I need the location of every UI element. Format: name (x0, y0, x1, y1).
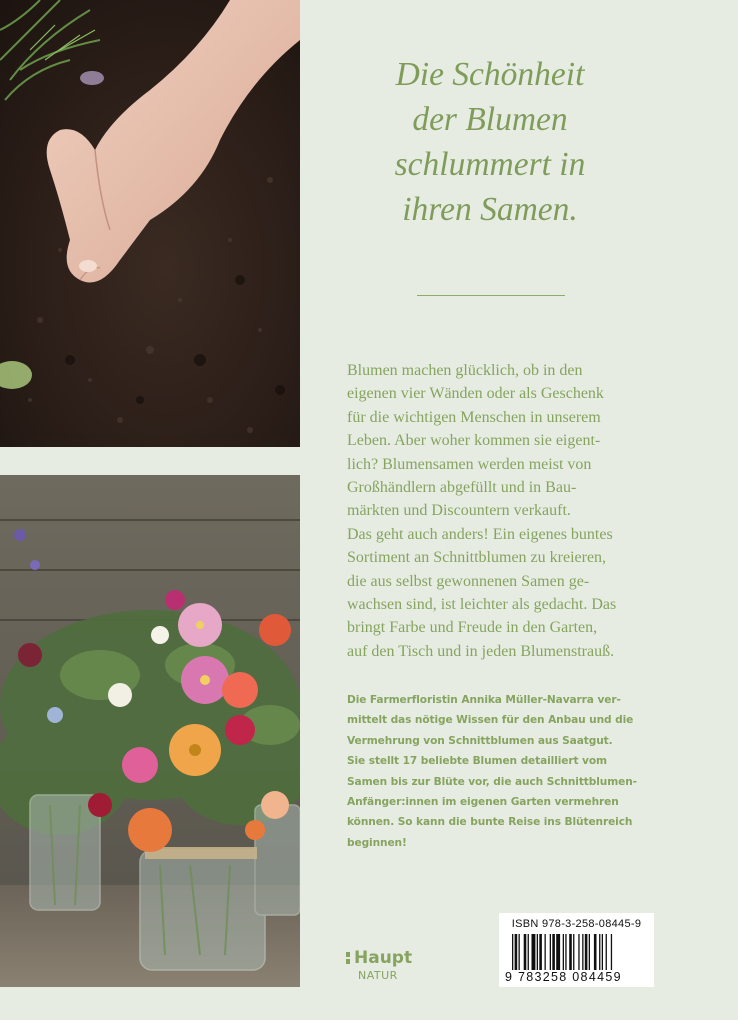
body-line: märkten und Discountern verkauft. (347, 502, 571, 520)
body-line: Sortiment an Schnittblumen zu kreieren, (347, 549, 607, 567)
author-blurb (347, 690, 637, 853)
seeding-hand-photo (0, 0, 300, 447)
publisher-name: Haupt (354, 948, 413, 968)
isbn-label: ISBN 978-3-258-08445-9 (511, 918, 642, 930)
body-line: Das geht auch anders! Ein eigenes buntes (347, 525, 613, 543)
blurb-line: beginnen! (347, 836, 407, 849)
publisher-logo (346, 948, 412, 982)
blurb-line: mittelt das nötige Wissen für den Anbau und die (347, 714, 634, 727)
body-line: Blumen machen glücklich, ob in den (347, 362, 583, 379)
body-line: Großhändlern abgefüllt und in Bau- (347, 479, 577, 497)
barcode-digits: 9 783258 084459 (505, 970, 622, 984)
divider-line (417, 295, 565, 296)
blurb-line: Vermehrung von Schnittblumen aus Saatgut. (347, 734, 613, 747)
body-line: Leben. Aber woher kommen sie eigent- (347, 432, 601, 450)
headline-line: schlummert in (394, 146, 586, 183)
flower-jars-photo (0, 475, 300, 987)
body-line: die aus selbst gewonnenen Samen ge- (347, 572, 590, 590)
blurb-line: Sie stellt 17 beliebte Blumen detailliert vom (347, 755, 607, 768)
blurb-line: Samen bis zur Blüte vor, die auch Schnittblumen- (347, 775, 637, 788)
headline-line: Die Schönheit (395, 56, 585, 93)
blurb-line: Anfänger:innen im eigenen Garten vermehren (347, 796, 619, 809)
body-line: für die wichtigen Menschen in unserem (347, 408, 601, 426)
headline (340, 52, 640, 232)
barcode-bars-icon (512, 934, 642, 970)
headline-line: der Blumen (412, 101, 568, 138)
body-line: bringt Farbe und Freude in den Garten, (347, 619, 598, 637)
blurb-line: Die Farmerfloristin Annika Müller-Navarra ver- (347, 694, 621, 706)
body-line: wachsen sind, ist leichter als gedacht. Das (347, 596, 617, 614)
headline-line: ihren Samen. (402, 191, 578, 228)
body-line: auf den Tisch und in jeden Blumenstrauß. (347, 642, 615, 660)
isbn-barcode (499, 913, 654, 987)
body-line: eigenen vier Wänden oder als Geschenk (347, 385, 604, 403)
publisher-mark-icon (346, 952, 350, 964)
publisher-series: NATUR (358, 969, 398, 982)
blurb-line: können. So kann die bunte Reise ins Blütenreich (347, 816, 633, 829)
body-text (347, 359, 616, 663)
body-line: lich? Blumensamen werden meist von (347, 455, 592, 473)
